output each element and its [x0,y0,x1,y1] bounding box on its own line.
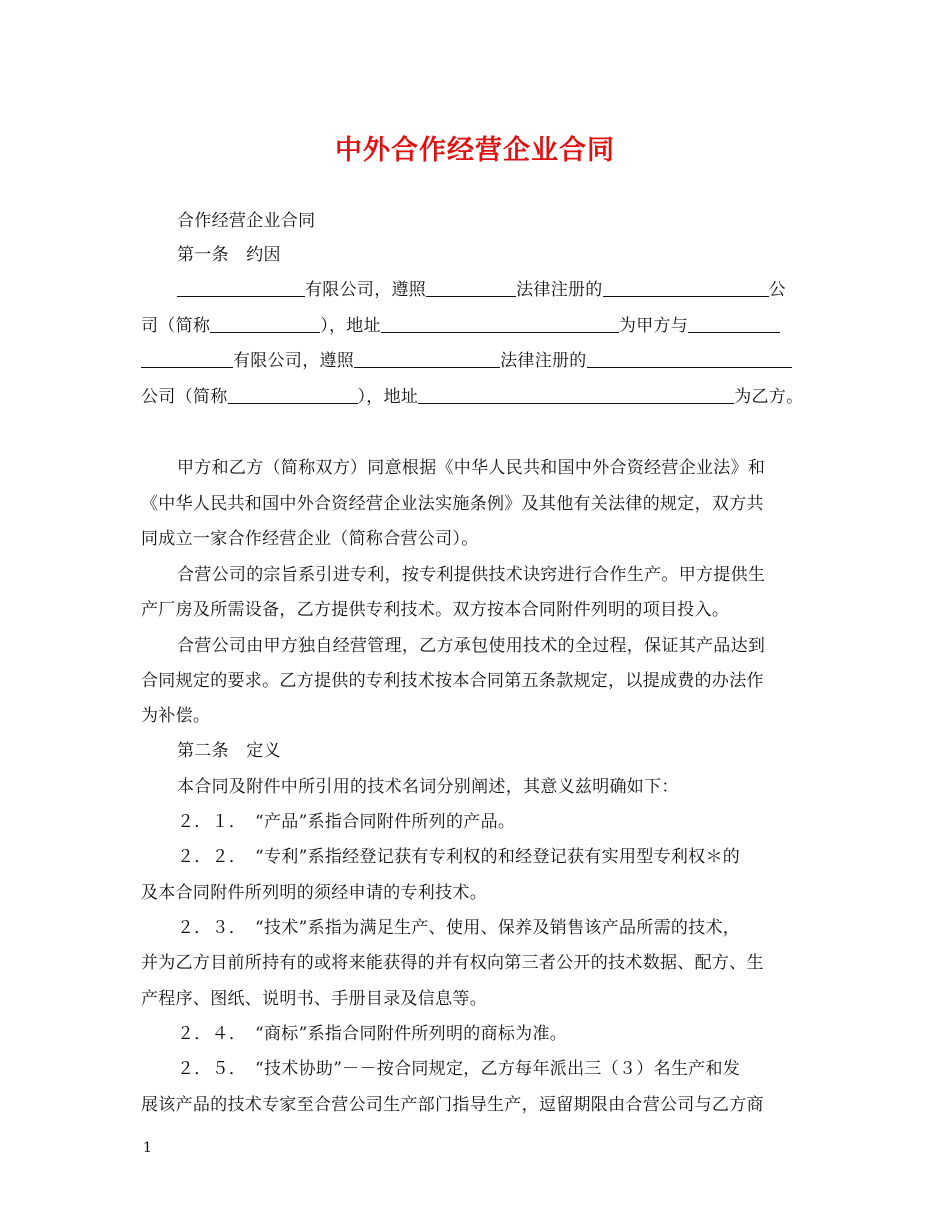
blank-field[interactable] [587,351,792,368]
definition-line: 并为乙方目前所持有的或将来能获得的并有权向第三者公开的技术数据、配方、生 [141,953,764,973]
paragraph-line: 合营公司的宗旨系引进专利，按专利提供技术诀窍进行合作生产。甲方提供生 [177,565,766,585]
paragraph-line: 为补偿。 [141,706,211,726]
paragraph-line: 合营公司由甲方独自经营管理，乙方承包使用技术的全过程，保证其产品达到 [177,636,766,656]
text-run: ），地址 [320,316,381,336]
paragraph-line: 《中华人民共和国中外合资经营企业法实施条例》及其他有关法律的规定，双方共 [141,494,764,514]
text-run: 有限公司，遵照 [233,351,355,371]
text-run: 司（简称 [141,316,211,336]
text-run: 有限公司，遵照 [305,280,427,300]
text-run: 为甲方与 [618,316,689,336]
article-2-heading: 第二条 定义 [177,741,281,761]
blank-field[interactable] [603,280,769,297]
article-1-heading: 第一条 约因 [177,245,281,265]
party-b-line-2 [141,387,821,407]
blank-field[interactable] [688,316,780,333]
blank-field[interactable] [354,351,500,368]
definition-line: ２．２． “专利”系指经登记获有专利权的和经登记获有实用型专利权＊的 [177,847,741,867]
text-run: 法律注册的 [500,351,587,371]
blank-field[interactable] [426,280,516,297]
definition-line: ２．３． “技术”系指为满足生产、使用、保养及销售该产品所需的技术， [177,918,741,938]
definition-line: ２．５． “技术协助”－－按合同规定，乙方每年派出三（３）名生产和发 [177,1059,741,1079]
paragraph-line: 产厂房及所需设备，乙方提供专利技术。双方按本合同附件列明的项目投入。 [141,600,730,620]
document-title: 中外合作经营企业合同 [335,135,615,166]
definition-line: 展该产品的技术专家至合营公司生产部门指导生产，逗留期限由合营公司与乙方商 [141,1095,764,1115]
text-run: 法律注册的 [516,280,603,300]
party-a-line-1 [177,280,857,300]
definition-line: ２．１． “产品”系指合同附件所列的产品。 [177,812,516,832]
text-run: 公 [768,280,786,300]
paragraph-line: 合同规定的要求。乙方提供的专利技术按本合同第五条款规定，以提成费的办法作 [141,671,764,691]
blank-field[interactable] [141,351,233,368]
subtitle-line: 合作经营企业合同 [177,211,316,231]
blank-field[interactable] [177,280,305,297]
paragraph-line: 甲方和乙方（简称双方）同意根据《中华人民共和国中外合资经营企业法》和 [177,458,766,478]
definition-line: 产程序、图纸、说明书、手册目录及信息等。 [141,989,487,1009]
paragraph-line: 同成立一家合作经营企业（简称合营公司）。 [141,529,479,549]
blank-field[interactable] [418,387,734,404]
paragraph-line: 本合同及附件中所引用的技术名词分别阐述，其意义兹明确如下： [177,777,679,797]
party-b-line-1 [141,351,821,371]
blank-field[interactable] [210,316,320,333]
definition-line: ２．４． “商标”系指合同附件所列明的商标为准。 [177,1024,568,1044]
text-run: 公司（简称 [141,387,228,407]
party-a-line-2 [141,316,821,336]
page-number: 1 [143,1140,152,1156]
definition-line: 及本合同附件所列明的须经申请的专利技术。 [141,883,487,903]
blank-field[interactable] [228,387,358,404]
text-run: ），地址 [357,387,419,407]
blank-field[interactable] [381,316,619,333]
text-run: 为乙方。 [734,387,804,407]
